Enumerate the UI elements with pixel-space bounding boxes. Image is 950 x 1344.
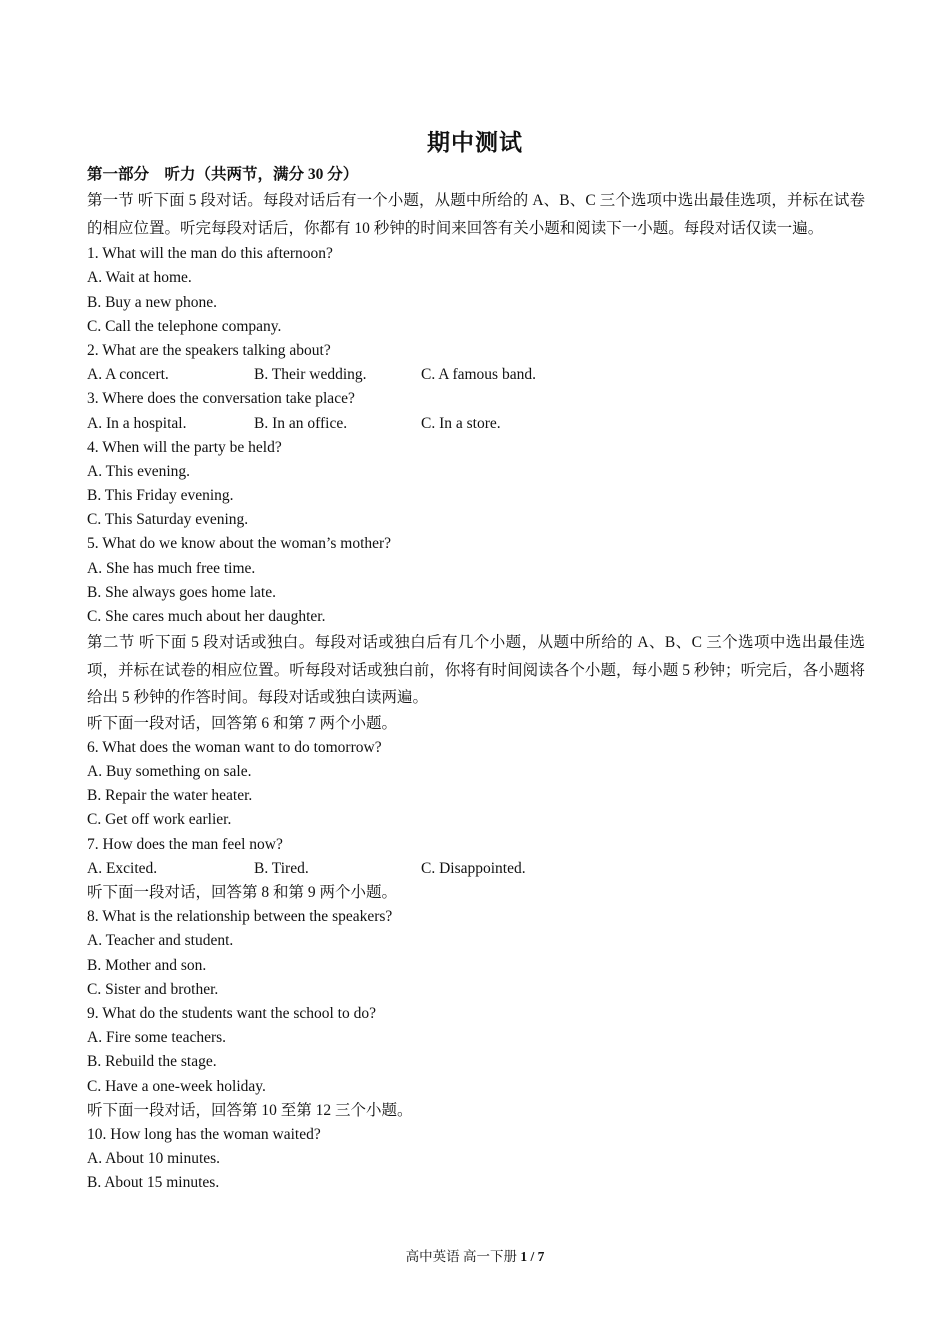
footer-course: 高中英语 高一下册 (405, 1249, 517, 1264)
option-5c: C. She cares much about her daughter. (87, 608, 326, 625)
option-1c: C. Call the telephone company. (87, 317, 282, 335)
option-8b: B. Mother and son. (87, 956, 207, 974)
footer-page-number: 1 / 7 (520, 1249, 545, 1264)
question-5: 5. What do we know about the woman’s mother? (87, 535, 392, 553)
dialog-intro-10-12: 听下面一段对话，回答第 10 至第 12 三个小题。 (87, 1101, 413, 1119)
option-2b: B. Their wedding. (254, 366, 367, 384)
option-8a: A. Teacher and student. (87, 932, 234, 950)
option-7a: A. Excited. (87, 859, 158, 877)
option-5a: A. She has much free time. (87, 559, 256, 577)
option-5b: B. She always goes home late. (87, 583, 276, 601)
question-9: 9. What do the students want the school to do? (87, 1004, 376, 1022)
option-7c: C. Disappointed. (421, 859, 526, 877)
option-3a: A. In a hospital. (87, 414, 187, 432)
option-4b: B. This Friday evening. (87, 487, 234, 505)
dialog-intro-6-7: 听下面一段对话，回答第 6 和第 7 两个小题。 (87, 714, 398, 732)
part1-heading: 第一部分 听力（共两节，满分 30 分） (87, 166, 359, 183)
option-9a: A. Fire some teachers. (87, 1029, 227, 1047)
option-2a: A. A concert. (87, 366, 169, 384)
question-2: 2. What are the speakers talking about? (87, 341, 331, 359)
page-footer (0, 1245, 950, 1265)
option-3b: B. In an office. (254, 414, 348, 432)
question-3: 3. Where does the conversation take place? (87, 390, 355, 408)
question-1: 1. What will the man do this afternoon? (87, 245, 333, 263)
option-8c: C. Sister and brother. (87, 980, 219, 998)
question-6: 6. What does the woman want to do tomorrow? (87, 738, 382, 756)
document-body (87, 163, 865, 1195)
option-1b: B. Buy a new phone. (87, 293, 218, 311)
option-1a: A. Wait at home. (87, 269, 192, 287)
question-4: 4. When will the party be held? (87, 438, 282, 456)
options-row-3 (87, 412, 865, 436)
section2-instructions: 第二节 听下面 5 段对话或独白。每段对话或独白后有几个小题，从题中所给的 A、B、C 三个选项中选出最佳选项，并标在试卷的相应位置。听每段对话或独白前，你将有时间阅读各个小题，每小题 5 秒钟；听完后，各小题将给出 5 秒钟的作答时间。每段对话或独白读两遍。 (87, 634, 865, 707)
option-4c: C. This Saturday evening. (87, 511, 249, 529)
option-3c: C. In a store. (421, 414, 501, 432)
option-7b: B. Tired. (254, 859, 309, 877)
question-7: 7. How does the man feel now? (87, 835, 283, 853)
option-10a: A. About 10 minutes. (87, 1150, 221, 1168)
section1-instructions: 第一节 听下面 5 段对话。每段对话后有一个小题，从题中所给的 A、B、C 三个选项中选出最佳选项，并标在试卷的相应位置。听完每段对话后，你都有 10 秒钟的时间来回答有关小题和阅读下一小题。每段对话仅读一遍。 (87, 192, 865, 237)
option-10b: B. About 15 minutes. (87, 1174, 220, 1192)
question-10: 10. How long has the woman waited? (87, 1125, 321, 1143)
option-2c: C. A famous band. (421, 366, 536, 384)
question-8: 8. What is the relationship between the speakers? (87, 908, 393, 926)
options-row-7 (87, 857, 865, 881)
page-title: 期中测试 (427, 130, 523, 155)
dialog-intro-8-9: 听下面一段对话，回答第 8 和第 9 两个小题。 (87, 884, 398, 901)
option-6c: C. Get off work earlier. (87, 811, 232, 829)
option-9b: B. Rebuild the stage. (87, 1053, 217, 1071)
options-row-2 (87, 363, 865, 387)
option-4a: A. This evening. (87, 462, 191, 480)
option-9c: C. Have a one-week holiday. (87, 1077, 266, 1095)
option-6b: B. Repair the water heater. (87, 787, 253, 805)
option-6a: A. Buy something on sale. (87, 763, 252, 781)
